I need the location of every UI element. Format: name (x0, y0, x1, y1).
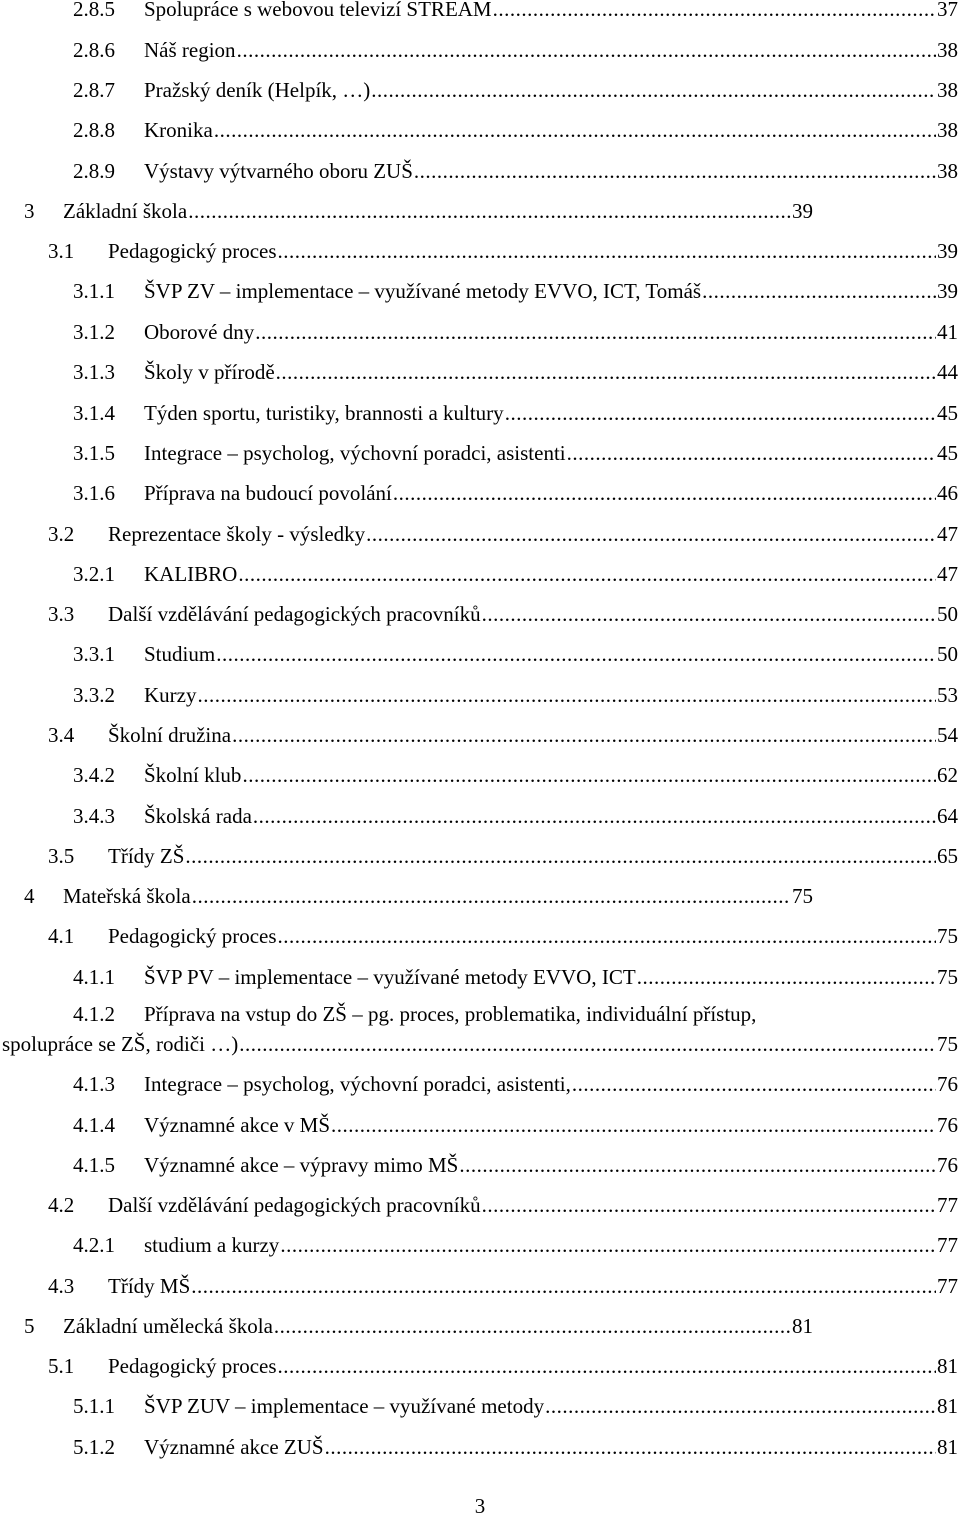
toc-entry-page: 81 (792, 1314, 813, 1338)
toc-entry-page: 47 (937, 562, 958, 586)
dot-leader (216, 642, 936, 666)
toc-entry[interactable] (48, 1350, 958, 1378)
toc-entry-title: Základní umělecká škola (63, 1314, 273, 1338)
toc-entry-page: 75 (937, 924, 958, 948)
toc-entry-page: 76 (937, 1153, 958, 1177)
toc-entry-number: 3.1 (48, 239, 75, 263)
toc-entry-number: 4.1.3 (73, 1072, 115, 1096)
dot-leader (371, 78, 936, 102)
toc-entry-page: 77 (937, 1274, 958, 1298)
toc-entry-title: ŠVP PV – implementace – využívané metody EVVO, ICT (144, 965, 636, 989)
toc-entry-page: 77 (937, 1233, 958, 1257)
toc-entry-number: 4.1.5 (73, 1153, 115, 1177)
dot-leader (482, 602, 936, 626)
toc-entry-wrapped-second-line[interactable] (2, 1028, 958, 1056)
toc-entry-page: 75 (937, 1032, 958, 1056)
dot-leader (482, 1193, 936, 1217)
toc-entry-number: 4 (24, 884, 35, 908)
dot-leader (192, 884, 791, 908)
toc-entry[interactable] (73, 275, 958, 303)
dot-leader (197, 683, 936, 707)
toc-entry-number: 3.5 (48, 844, 75, 868)
dot-leader (191, 1274, 936, 1298)
toc-entry-page: 38 (937, 38, 958, 62)
toc-entry-title: Příprava na vstup do ZŠ – pg. proces, problematika, individuální přístup, (144, 1002, 757, 1026)
toc-entry-page: 53 (937, 683, 958, 707)
toc-entry[interactable] (48, 920, 958, 948)
toc-entry-title: Výstavy výtvarného oboru ZUŠ (144, 159, 413, 183)
toc-entry-title: Integrace – psycholog, výchovní poradci, asistenti, (144, 1072, 571, 1096)
toc-entry[interactable] (73, 1229, 958, 1257)
toc-entry-number: 3.3.2 (73, 683, 115, 707)
toc-entry[interactable] (73, 0, 958, 21)
dot-leader (242, 763, 936, 787)
toc-entry[interactable] (73, 397, 958, 425)
toc-entry[interactable] (73, 759, 958, 787)
toc-entry-number: 4.2 (48, 1193, 75, 1217)
toc-entry-number: 2.8.8 (73, 118, 115, 142)
toc-entry-page: 44 (937, 360, 958, 384)
toc-entry-title: Třídy MŠ (108, 1274, 191, 1298)
dot-leader (366, 522, 936, 546)
toc-entry-title: ŠVP ZUV – implementace – využívané metody (144, 1394, 545, 1418)
toc-entry[interactable] (73, 477, 958, 505)
page-number: 3 (474, 1494, 486, 1518)
toc-entry-number: 4.1 (48, 924, 75, 948)
toc-entry-page: 38 (937, 118, 958, 142)
toc-entry[interactable] (73, 114, 958, 142)
toc-entry-page: 50 (937, 602, 958, 626)
toc-entry-title: Školská rada (144, 804, 252, 828)
toc-entry-number: 3.1.2 (73, 320, 115, 344)
dot-leader (238, 562, 936, 586)
toc-entry[interactable] (48, 1189, 958, 1217)
toc-entry-wrapped-first-line[interactable] (73, 1000, 756, 1028)
dot-leader (702, 279, 936, 303)
toc-entry-title: Kronika (144, 118, 213, 142)
toc-entry-number: 4.1.2 (73, 1002, 115, 1026)
toc-entry-title: Školy v přírodě (144, 360, 275, 384)
toc-entry-number: 5.1 (48, 1354, 75, 1378)
toc-entry-title: Další vzdělávání pedagogických pracovníků (108, 602, 481, 626)
toc-entry[interactable] (73, 638, 958, 666)
toc-entry-number: 4.2.1 (73, 1233, 115, 1257)
toc-entry-number: 3.2.1 (73, 562, 115, 586)
toc-entry[interactable] (48, 518, 958, 546)
toc-entry-page: 41 (937, 320, 958, 344)
toc-entry-number: 3.3.1 (73, 642, 115, 666)
dot-leader (414, 159, 936, 183)
toc-entry-title: Spolupráce s webovou televizí STREAM (144, 0, 492, 21)
dot-leader (232, 723, 936, 747)
toc-entry-page: 64 (937, 804, 958, 828)
toc-entry-page: 76 (937, 1113, 958, 1137)
toc-entry-title: Školní družina (108, 723, 232, 747)
toc-entry[interactable] (73, 1390, 958, 1418)
toc-entry-number: 3.3 (48, 602, 75, 626)
toc-entry-title: Týden sportu, turistiky, brannosti a kultury (144, 401, 504, 425)
dot-leader (459, 1153, 936, 1177)
toc-entry-title: Významné akce ZUŠ (144, 1435, 324, 1459)
toc-entry-title: KALIBRO (144, 562, 238, 586)
toc-entry[interactable] (24, 880, 813, 908)
dot-leader (637, 965, 936, 989)
toc-entry-number: 5.1.1 (73, 1394, 115, 1418)
toc-entry-page: 39 (792, 199, 813, 223)
toc-entry-page: 50 (937, 642, 958, 666)
dot-leader (214, 118, 936, 142)
toc-entry-number: 5 (24, 1314, 35, 1338)
toc-entry-title: Kurzy (144, 683, 197, 707)
toc-entry-page: 77 (937, 1193, 958, 1217)
toc-entry[interactable] (73, 34, 958, 62)
toc-entry-number: 3 (24, 199, 35, 223)
toc-entry[interactable] (48, 598, 958, 626)
dot-leader (188, 199, 791, 223)
toc-entry[interactable] (73, 74, 958, 102)
toc-entry-page: 38 (937, 159, 958, 183)
toc-entry[interactable] (48, 235, 958, 263)
toc-entry[interactable] (73, 155, 958, 183)
dot-leader (572, 1072, 936, 1096)
toc-entry-page: 75 (792, 884, 813, 908)
dot-leader (255, 320, 936, 344)
toc-entry-page: 37 (937, 0, 958, 21)
toc-entry[interactable] (48, 840, 958, 868)
toc-entry-page: 54 (937, 723, 958, 747)
toc-entry-page: 81 (937, 1435, 958, 1459)
toc-entry-title: Základní škola (63, 199, 188, 223)
toc-entry-page: 45 (937, 441, 958, 465)
dot-leader (276, 360, 936, 384)
toc-entry[interactable] (48, 1270, 958, 1298)
toc-entry[interactable] (73, 1431, 958, 1459)
dot-leader (274, 1314, 791, 1338)
toc-entry-number: 3.4 (48, 723, 75, 747)
toc-entry-title: Pedagogický proces (108, 924, 277, 948)
toc-entry-title: Náš region (144, 38, 236, 62)
dot-leader (331, 1113, 936, 1137)
toc-entry-title: Mateřská škola (63, 884, 191, 908)
dot-leader (545, 1394, 936, 1418)
toc-entry-page: 45 (937, 401, 958, 425)
toc-entry-number: 3.1.6 (73, 481, 115, 505)
toc-entry-number: 3.2 (48, 522, 75, 546)
toc-entry-title: Pedagogický proces (108, 1354, 277, 1378)
toc-entry-number: 3.1.1 (73, 279, 115, 303)
toc-entry-number: 2.8.7 (73, 78, 115, 102)
toc-entry-number: 4.1.1 (73, 965, 115, 989)
toc-entry-title: Integrace – psycholog, výchovní poradci, asistenti (144, 441, 566, 465)
toc-entry-title: Pedagogický proces (108, 239, 277, 263)
dot-leader (237, 38, 936, 62)
toc-entry[interactable] (73, 1109, 958, 1137)
toc-entry-title-continued: spolupráce se ZŠ, rodiči …) (2, 1032, 239, 1056)
dot-leader (325, 1435, 936, 1459)
toc-entry-page: 81 (937, 1354, 958, 1378)
toc-entry-page: 38 (937, 78, 958, 102)
dot-leader (493, 0, 936, 21)
dot-leader (253, 804, 936, 828)
toc-entry-title: Třídy ZŠ (108, 844, 185, 868)
dot-leader (239, 1032, 936, 1056)
toc-entry[interactable] (73, 356, 958, 384)
toc-entry[interactable] (73, 437, 958, 465)
dot-leader (278, 924, 936, 948)
dot-leader (185, 844, 936, 868)
toc-entry-title: Reprezentace školy - výsledky (108, 522, 366, 546)
toc-entry-title: Pražský deník (Helpík, …) (144, 78, 371, 102)
toc-entry-number: 2.8.9 (73, 159, 115, 183)
dot-leader (278, 239, 936, 263)
toc-entry-number: 2.8.6 (73, 38, 115, 62)
toc-entry-title: Školní klub (144, 763, 242, 787)
toc-entry-number: 3.4.3 (73, 804, 115, 828)
toc-entry-number: 3.4.2 (73, 763, 115, 787)
toc-entry[interactable] (73, 800, 958, 828)
toc-entry-page: 81 (937, 1394, 958, 1418)
toc-entry-title: Studium (144, 642, 216, 666)
toc-entry-page: 65 (937, 844, 958, 868)
toc-entry[interactable] (73, 1149, 958, 1177)
toc-entry[interactable] (48, 719, 958, 747)
toc-entry[interactable] (73, 1068, 958, 1096)
toc-entry-title: Další vzdělávání pedagogických pracovníků (108, 1193, 481, 1217)
toc-entry-page: 76 (937, 1072, 958, 1096)
toc-entry-title: Významné akce v MŠ (144, 1113, 331, 1137)
toc-entry-number: 5.1.2 (73, 1435, 115, 1459)
toc-entry[interactable] (73, 679, 958, 707)
toc-entry-page: 75 (937, 965, 958, 989)
toc-entry-title: Příprava na budoucí povolání (144, 481, 392, 505)
dot-leader (280, 1233, 936, 1257)
toc-entry[interactable] (73, 558, 958, 586)
toc-entry[interactable] (73, 961, 958, 989)
toc-entry-page: 62 (937, 763, 958, 787)
toc-entry-number: 3.1.5 (73, 441, 115, 465)
dot-leader (393, 481, 936, 505)
toc-entry[interactable] (24, 1310, 813, 1338)
toc-entry-title: ŠVP ZV – implementace – využívané metody EVVO, ICT, Tomáš (144, 279, 702, 303)
toc-entry-title: Významné akce – výpravy mimo MŠ (144, 1153, 459, 1177)
toc-entry-title: studium a kurzy (144, 1233, 280, 1257)
toc-entry-page: 39 (937, 239, 958, 263)
toc-entry-number: 2.8.5 (73, 0, 115, 21)
toc-entry[interactable] (73, 316, 958, 344)
dot-leader (567, 441, 936, 465)
dot-leader (278, 1354, 936, 1378)
toc-entry-page: 47 (937, 522, 958, 546)
toc-entry-number: 4.1.4 (73, 1113, 115, 1137)
toc-entry-page: 39 (937, 279, 958, 303)
toc-entry-number: 3.1.3 (73, 360, 115, 384)
toc-entry-number: 4.3 (48, 1274, 75, 1298)
toc-entry-title: Oborové dny (144, 320, 255, 344)
toc-entry-page: 46 (937, 481, 958, 505)
dot-leader (505, 401, 936, 425)
toc-entry-number: 3.1.4 (73, 401, 115, 425)
toc-entry[interactable] (24, 195, 813, 223)
